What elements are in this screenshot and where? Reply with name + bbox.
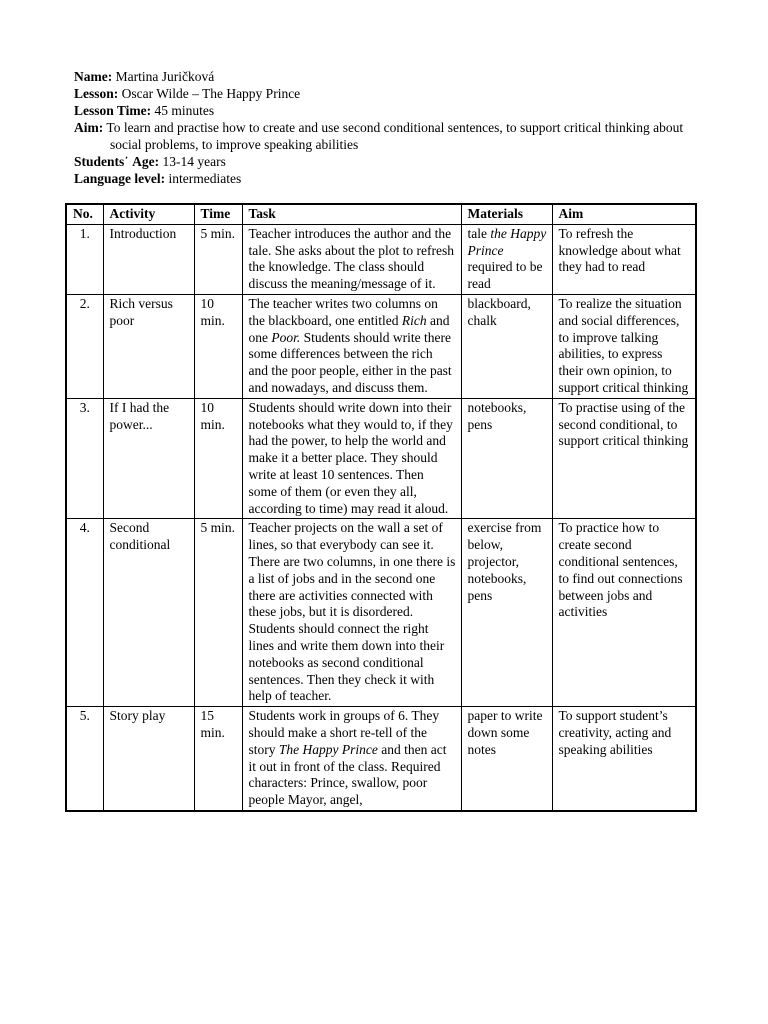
header-activity: Activity — [103, 204, 194, 224]
aim-label: Aim: — [74, 120, 104, 135]
name-value: Martina Juričková — [115, 69, 215, 84]
row-activity: Rich versus poor — [103, 294, 194, 398]
lesson-line — [74, 85, 714, 102]
row-materials — [461, 224, 552, 294]
header-no: No. — [66, 204, 103, 224]
task-text: The teacher writes two columns on the blackboard, one entitled — [248, 295, 438, 328]
row-aim: To support student’s creativity, acting and speaking abilities — [552, 707, 696, 811]
row-task — [242, 707, 461, 811]
task-emphasis: Poor. — [271, 329, 301, 345]
table-header-row — [66, 204, 696, 224]
level-line — [74, 170, 714, 187]
task-text: and one — [248, 312, 450, 345]
row-task — [242, 294, 461, 398]
header-time: Time — [194, 204, 242, 224]
row-aim: To practise using of the second conditional, to support critical thinking — [552, 398, 696, 519]
task-emphasis: The Happy Prince — [278, 741, 378, 757]
row-materials: blackboard, chalk — [461, 294, 552, 398]
row-aim: To practice how to create second conditional sentences, to find out connections between jobs and activities — [552, 519, 696, 707]
aim-value: To learn and practise how to create and use second conditional sentences, to support critical thinking about social problems, to improve speaking abilities — [106, 120, 684, 152]
age-line — [74, 153, 714, 170]
materials-text: tale — [467, 225, 491, 241]
row-number: 2. — [66, 294, 103, 398]
name-line — [74, 68, 714, 85]
header-materials: Materials — [461, 204, 552, 224]
name-label: Name: — [74, 69, 113, 84]
row-task: Teacher projects on the wall a set of lines, so that everybody can see it. There are two columns, in one there is a list of jobs and in the second one there are activities connected with these jobs, but it is disordered. Students should connect the right lines and write them down into their notebooks as second conditional sentences. Then they check it with help of teacher. — [242, 519, 461, 707]
task-emphasis: Rich — [401, 312, 427, 328]
row-materials: paper to write down some notes — [461, 707, 552, 811]
task-text: and then act it out in front of the class. Required characters: Prince, swallow, poor people Mayor, angel, — [248, 741, 447, 808]
row-activity: Introduction — [103, 224, 194, 294]
level-label: Language level: — [74, 171, 166, 186]
row-materials: exercise from below, projector, notebooks, pens — [461, 519, 552, 707]
time-value: 45 minutes — [154, 103, 215, 118]
row-number: 5. — [66, 707, 103, 811]
header-task: Task — [242, 204, 461, 224]
row-aim: To realize the situation and social differences, to improve talking abilities, to express their own opinion, to support critical thinking — [552, 294, 696, 398]
row-number: 3. — [66, 398, 103, 519]
lesson-header — [74, 68, 714, 187]
row-number: 1. — [66, 224, 103, 294]
row-time: 10 min. — [194, 294, 242, 398]
row-materials: notebooks, pens — [461, 398, 552, 519]
time-line — [74, 102, 714, 119]
row-time: 10 min. — [194, 398, 242, 519]
materials-text: required to be read — [467, 259, 543, 292]
table-row — [66, 707, 696, 811]
aim-line — [74, 119, 714, 153]
age-label: Students᾽ Age: — [74, 154, 160, 169]
table-row — [66, 519, 696, 707]
row-activity: Story play — [103, 707, 194, 811]
row-aim: To refresh the knowledge about what they had to read — [552, 224, 696, 294]
lesson-plan-table — [65, 203, 697, 812]
row-activity: If I had the power... — [103, 398, 194, 519]
task-text: Students should write there some differences between the rich and the poor people, either in the past and nowadays, and discuss them. — [248, 329, 452, 395]
table-row — [66, 224, 696, 294]
row-number: 4. — [66, 519, 103, 707]
row-time: 5 min. — [194, 519, 242, 707]
task-text: Students work in groups of 6. They should make a short re-tell of the story — [248, 708, 440, 757]
row-task: Teacher introduces the author and the tale. She asks about the plot to refresh the knowledge. The class should discuss the meaning/message of it. — [242, 224, 461, 294]
materials-title: the Happy Prince — [467, 225, 547, 258]
time-label: Lesson Time: — [74, 103, 152, 118]
table-row — [66, 294, 696, 398]
lesson-label: Lesson: — [74, 86, 119, 101]
header-aim: Aim — [552, 204, 696, 224]
lesson-value: Oscar Wilde – The Happy Prince — [121, 86, 301, 101]
age-value: 13-14 years — [162, 154, 226, 169]
row-time: 5 min. — [194, 224, 242, 294]
row-task: Students should write down into their notebooks what they would to, if they had the power, to help the world and make it a better place. They should write at least 10 sentences. Then some of them (or even they all, according to time) may read it aloud. — [242, 398, 461, 519]
level-value: intermediates — [168, 171, 242, 186]
table-row — [66, 398, 696, 519]
row-time: 15 min. — [194, 707, 242, 811]
row-activity: Second conditional — [103, 519, 194, 707]
